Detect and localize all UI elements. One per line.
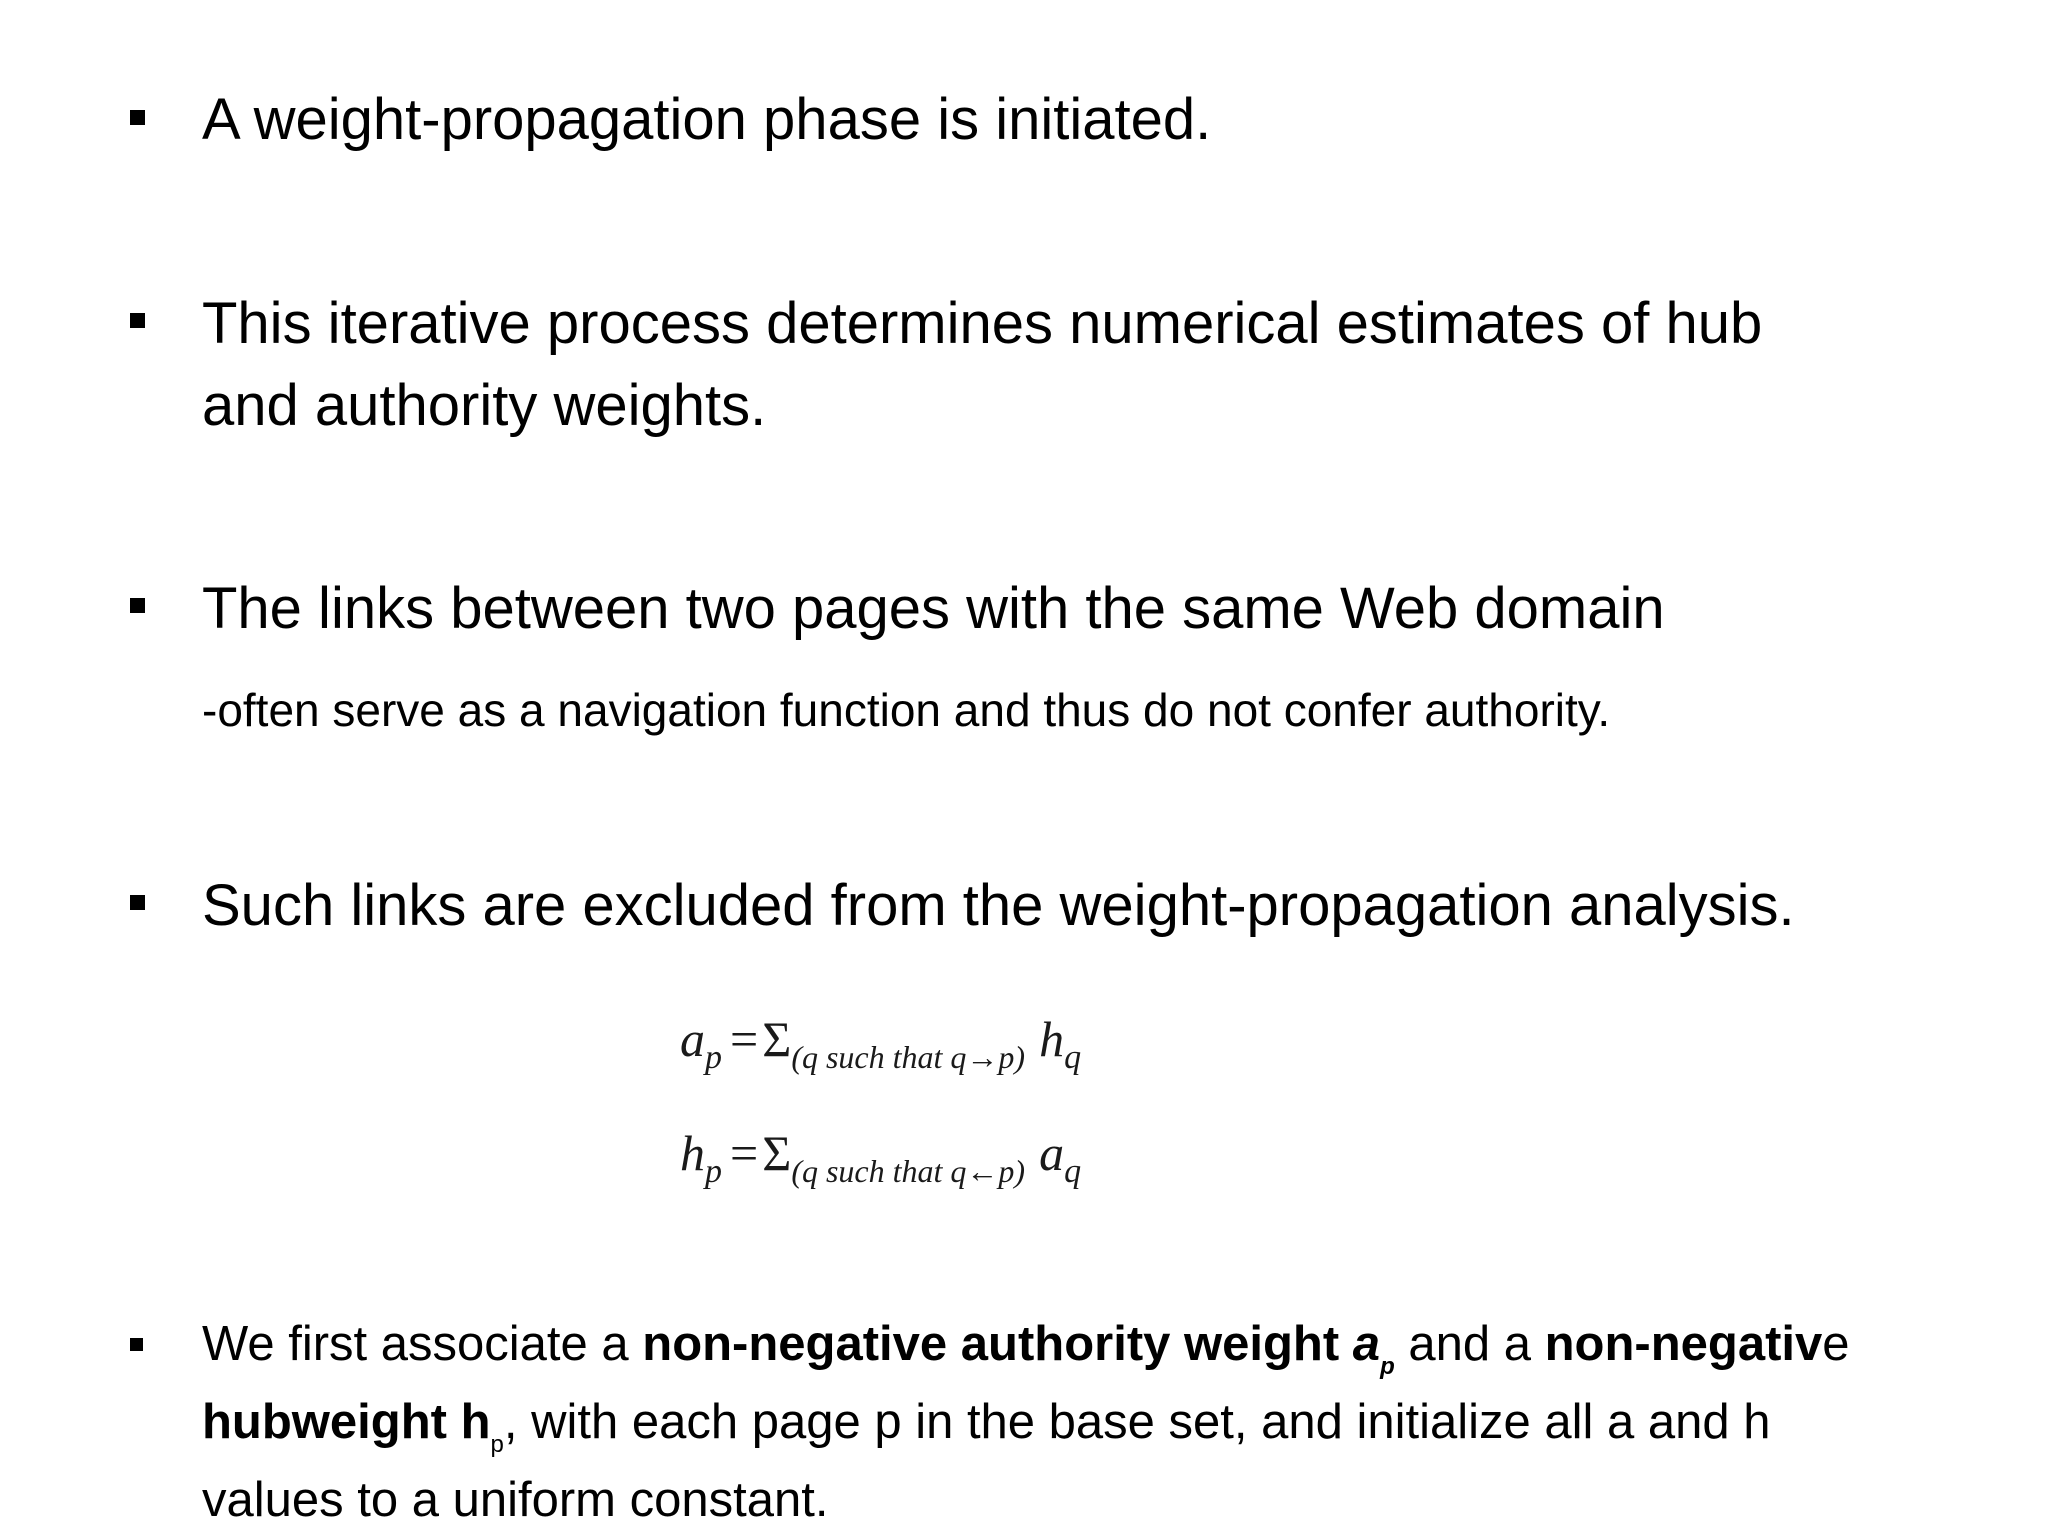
formula-equals: =: [730, 1011, 759, 1067]
text-bold-non-negative: non-negativ: [1544, 1317, 1823, 1371]
formula-lhs-sub: p: [705, 1039, 722, 1076]
formula-lhs-var: h: [680, 1125, 705, 1181]
text-segment: , with each page p in the base set, and initialize all a and h: [503, 1395, 1771, 1449]
bullet-text-weight-propagation: A weight-propagation phase is initiated.: [202, 87, 1212, 152]
formula-lhs-var: a: [680, 1011, 705, 1067]
bullet-text-iterative-process-cont: and authority weights.: [202, 373, 767, 438]
formula-rhs-var: h: [1039, 1011, 1065, 1067]
bullet-text-links-excluded: Such links are excluded from the weight-propagation analysis.: [202, 873, 1795, 938]
bullet-text-links-same-domain: The links between two pages with the same Web domain: [202, 576, 1665, 641]
formula-sigma: Σ: [762, 1125, 792, 1181]
bullet-text-iterative-process: This iterative process determines numerical estimates of hub: [202, 291, 1763, 356]
text-bold-hubweight: hubweight h: [202, 1395, 491, 1449]
text-bold-authority-weight: non-negative authority weight: [642, 1317, 1353, 1371]
bullet-marker: [130, 1338, 143, 1351]
bullet-marker: [130, 598, 145, 613]
bullet-marker: [130, 313, 145, 328]
text-bold-a: a: [1352, 1317, 1381, 1371]
bullet-subtext-navigation: -often serve as a navigation function and thus do not confer authority.: [202, 684, 1611, 736]
text-segment: e: [1822, 1317, 1850, 1371]
formula-sigma: Σ: [762, 1011, 792, 1067]
text-segment: We first associate a: [202, 1317, 643, 1371]
formula-condition: (q such that q→p): [791, 1039, 1026, 1075]
formula-rhs-sub: q: [1064, 1039, 1082, 1076]
bullet-text-associate-weights-end: values to a uniform constant.: [202, 1473, 829, 1527]
text-segment: and a: [1394, 1317, 1545, 1371]
formula-condition: (q such that q←p): [791, 1153, 1026, 1189]
text-sub-p: p: [490, 1431, 504, 1458]
bullet-marker: [130, 110, 145, 125]
formula-rhs-sub: q: [1064, 1153, 1082, 1190]
text-sub-p: p: [1380, 1353, 1395, 1380]
formula-lhs-sub: p: [705, 1153, 722, 1190]
formula-hub-update: [680, 1124, 1081, 1191]
formula-authority-update: [680, 1010, 1081, 1077]
formula-equals: =: [730, 1125, 759, 1181]
bullet-marker: [130, 895, 145, 910]
formula-rhs-var: a: [1039, 1125, 1065, 1181]
